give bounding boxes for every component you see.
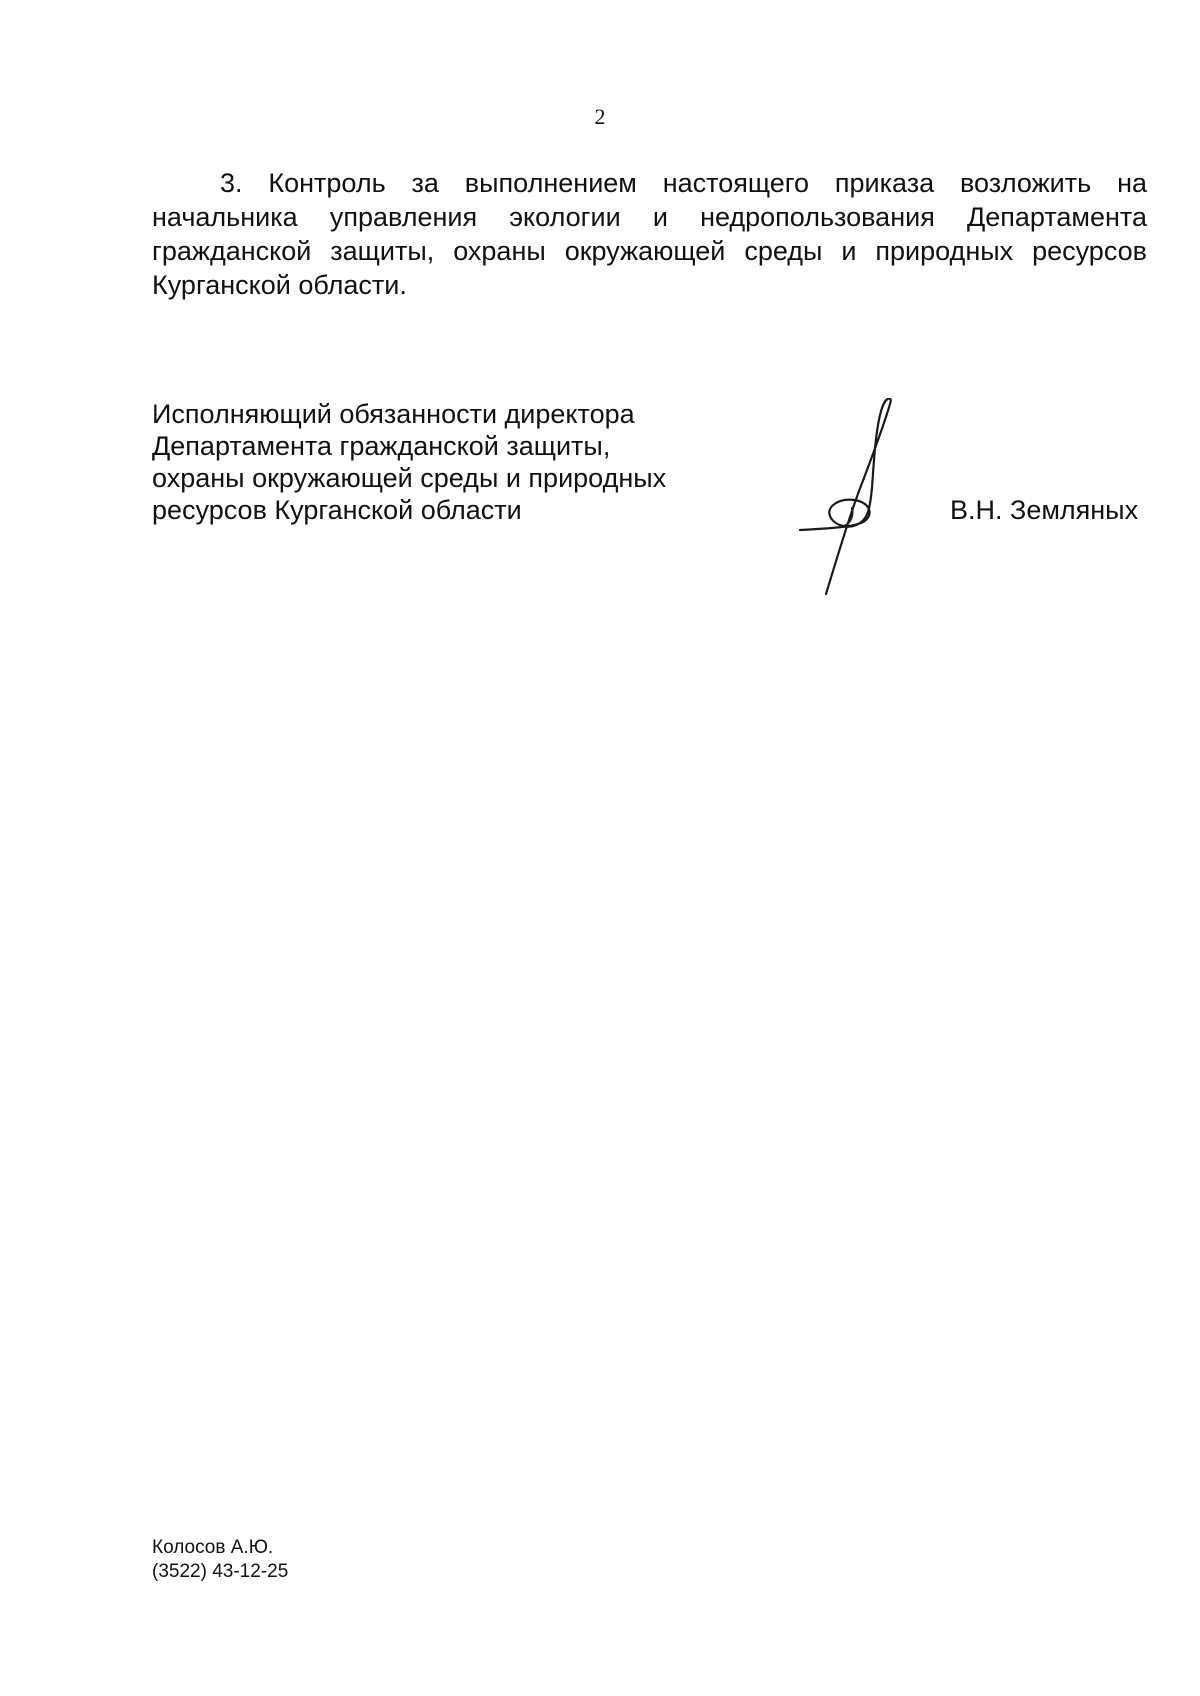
executor-name: Колосов А.Ю.	[152, 1537, 274, 1558]
signer-title-line: Исполняющий обязанности директора	[152, 399, 635, 429]
signer-title-line: охраны окружающей среды и природных	[152, 463, 667, 493]
executor-info	[152, 1536, 288, 1584]
signer-name: В.Н. Земляных	[950, 495, 1139, 525]
page-number: 2	[594, 104, 606, 129]
signer-title-line: ресурсов Курганской области	[152, 495, 522, 525]
executor-phone: (3522) 43-12-25	[152, 1561, 289, 1582]
signer-title	[152, 398, 712, 526]
signer-title-line: Департамента гражданской защиты,	[152, 431, 611, 461]
handwritten-signature	[790, 398, 930, 598]
order-paragraph: 3. Контроль за выполнением настоящего приказа возложить на начальника управления экологии и недропользования Департамента гражданской защиты, охраны окружающей среды и природных ресурсов Курганской области.	[152, 168, 1147, 300]
